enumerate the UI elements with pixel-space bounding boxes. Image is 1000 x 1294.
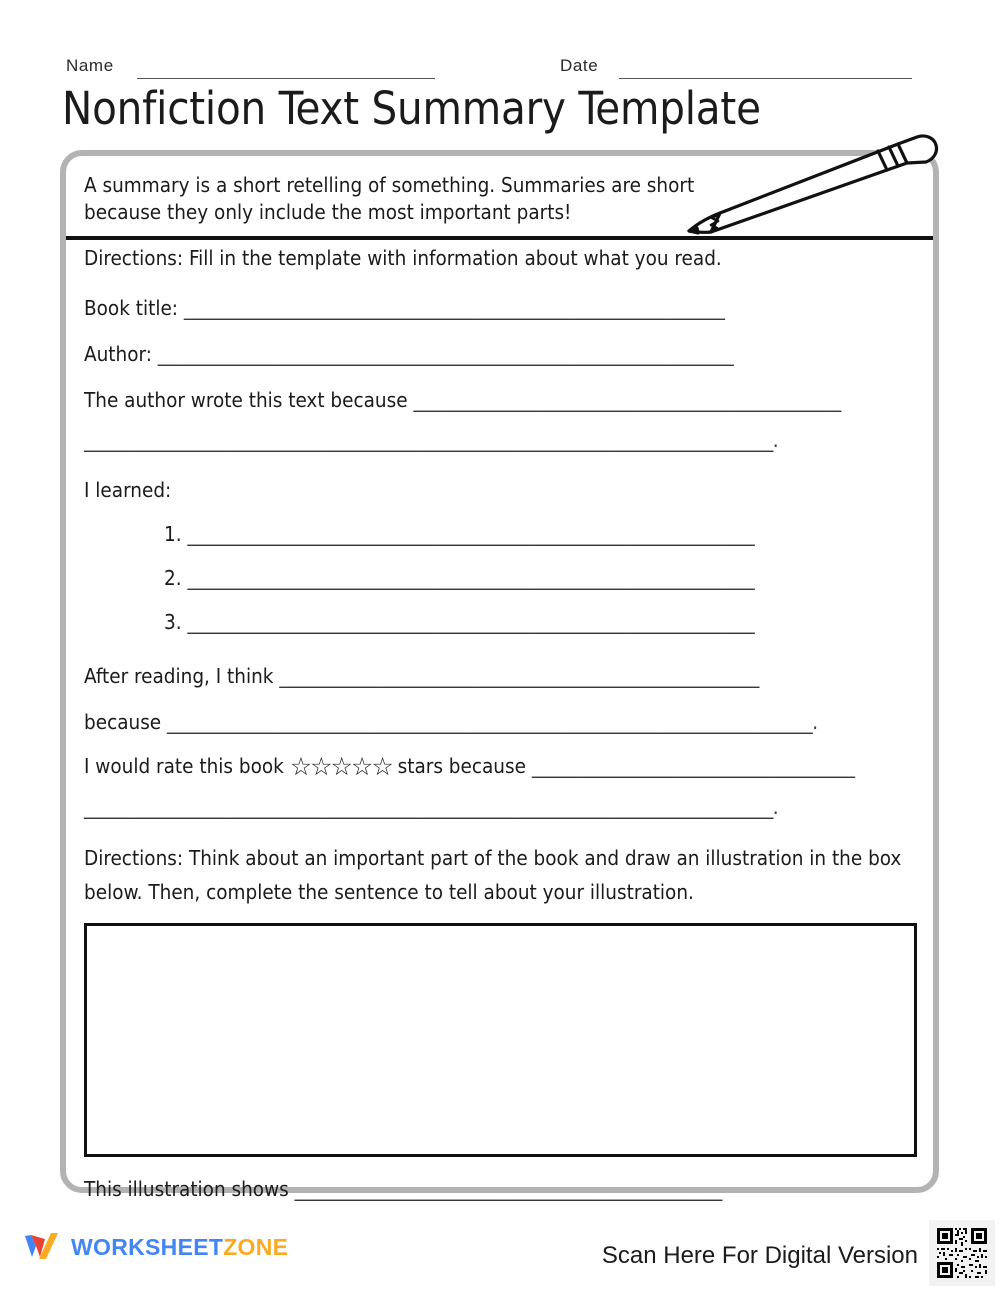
because-label: because [84, 710, 162, 734]
directions-fill-in: Directions: Fill in the template with information about what you read. [84, 246, 722, 270]
section-divider [66, 236, 933, 240]
worksheet-zone-logo-icon [22, 1230, 62, 1264]
rating-row[interactable] [84, 754, 927, 779]
illustration-directions: Directions: Think about an important part of the book and draw an illustration in the box below. Then, complete the sentence to tell about your illustration. [84, 846, 902, 904]
author-purpose-blank[interactable]: _________________________________________________ [413, 388, 841, 412]
book-title-row[interactable] [84, 296, 927, 320]
learned-item-1-number: 1. [164, 522, 182, 546]
rating-suffix-label: stars because [397, 754, 526, 778]
after-reading-label: After reading, I think [84, 664, 274, 688]
qr-code-icon[interactable] [929, 1220, 995, 1286]
learned-item-3-blank[interactable]: _________________________________________________________________ [187, 610, 755, 634]
book-title-label: Book title: [84, 296, 179, 320]
learned-item-3[interactable] [84, 610, 927, 634]
illustration-caption-blank[interactable]: _________________________________________________ [294, 1177, 722, 1201]
page-footer [0, 1216, 1000, 1294]
brand-wordmark [71, 1234, 288, 1261]
author-purpose-blank-2[interactable]: _______________________________________________________________________________. [84, 428, 779, 452]
after-reading-row[interactable] [84, 664, 927, 688]
date-input-line[interactable] [619, 78, 912, 79]
author-purpose-label: The author wrote this text because [84, 388, 408, 412]
illustration-caption-row[interactable] [84, 1177, 927, 1201]
name-label: Name [66, 56, 114, 75]
learned-item-2-blank[interactable]: _________________________________________________________________ [187, 566, 755, 590]
after-reading-blank[interactable]: _______________________________________________________ [279, 664, 759, 688]
book-title-blank[interactable]: ______________________________________________________________ [183, 296, 725, 320]
learned-item-2[interactable] [84, 566, 927, 590]
summary-definition-text: A summary is a short retelling of something. Summaries are short because they only include the most important parts! [84, 173, 695, 224]
date-label: Date [560, 56, 599, 75]
rating-label: I would rate this book [84, 754, 284, 778]
author-label: Author: [84, 342, 152, 366]
learned-item-2-number: 2. [164, 566, 182, 590]
rating-blank-2[interactable]: _______________________________________________________________________________. [84, 795, 779, 819]
drawing-area[interactable] [84, 923, 917, 1157]
page-title: Nonfiction Text Summary Template [62, 82, 761, 135]
worksheet-card [60, 150, 939, 1201]
rating-blank[interactable]: _____________________________________ [531, 754, 855, 778]
learned-item-1-blank[interactable]: _________________________________________________________________ [187, 522, 755, 546]
i-learned-label: I learned: [84, 478, 172, 502]
brand-worksheet-text: WORKSHEET [71, 1233, 224, 1260]
scan-instruction-text: Scan Here For Digital Version [601, 1242, 918, 1269]
author-blank[interactable]: __________________________________________________________________ [157, 342, 734, 366]
brand-logo[interactable] [22, 1230, 288, 1264]
star-rating-icon[interactable]: ☆☆☆☆☆ [289, 752, 392, 781]
because-row[interactable] [84, 710, 927, 734]
because-blank[interactable]: __________________________________________________________________________. [167, 710, 818, 734]
author-row[interactable] [84, 342, 927, 366]
author-purpose-row-2[interactable] [84, 428, 927, 452]
illustration-caption-label: This illustration shows [84, 1177, 289, 1201]
learned-item-3-number: 3. [164, 610, 182, 634]
author-purpose-row[interactable] [84, 388, 927, 412]
rating-row-2[interactable] [84, 795, 927, 819]
brand-zone-text: ZONE [223, 1233, 289, 1260]
worksheet-body [84, 246, 927, 1201]
name-input-line[interactable] [137, 78, 435, 79]
learned-item-1[interactable] [84, 522, 927, 546]
